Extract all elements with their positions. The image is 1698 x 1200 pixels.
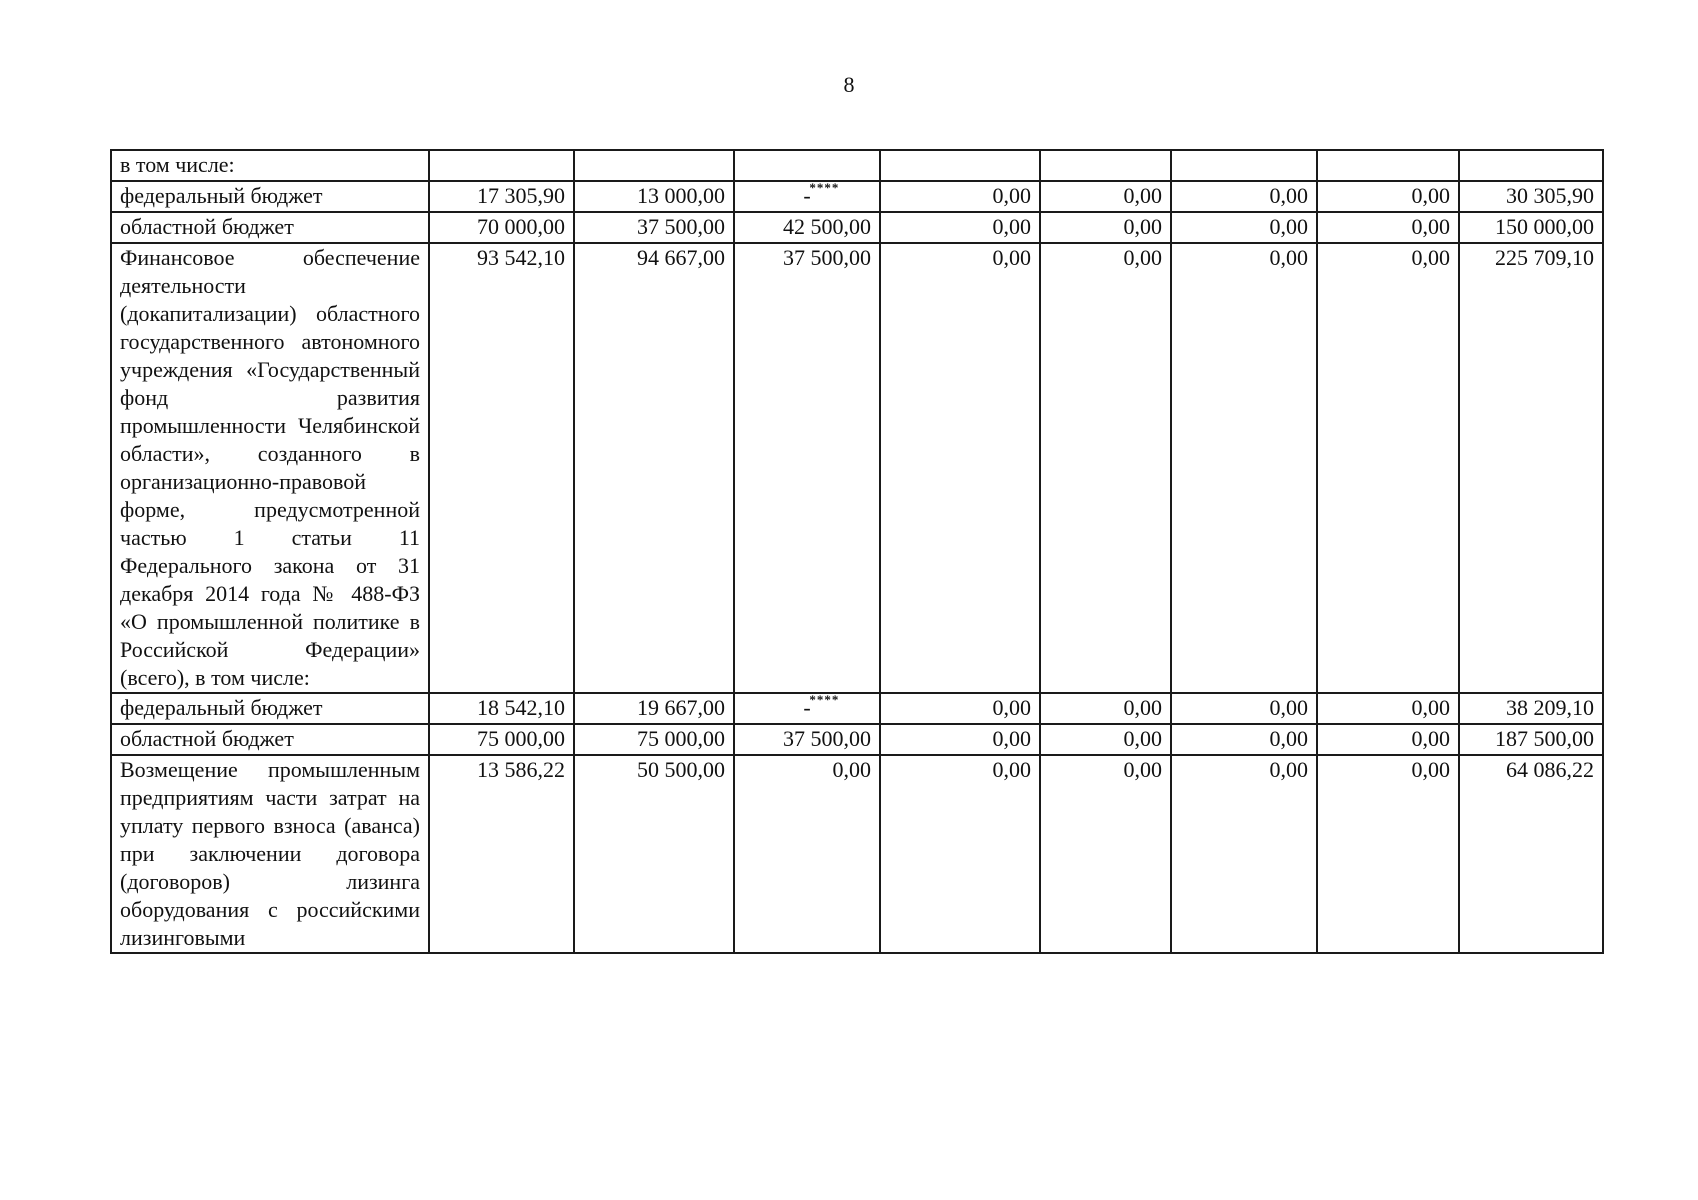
table-cell [734,181,880,212]
table-cell: 18 542,10 [429,693,574,724]
table-cell: 0,00 [880,693,1040,724]
table-cell: 75 000,00 [429,724,574,755]
table-cell: 150 000,00 [1459,212,1603,243]
table-cell: 37 500,00 [734,724,880,755]
row-label: областной бюджет [111,212,429,243]
footnote-mark: **** [809,180,840,195]
table-cell [1317,150,1459,181]
table-cell: 42 500,00 [734,212,880,243]
table-cell: 0,00 [1040,243,1171,693]
table-cell: 225 709,10 [1459,243,1603,693]
table-row [111,243,1603,693]
table-cell: 38 209,10 [1459,693,1603,724]
table-cell: 0,00 [1317,243,1459,693]
table-cell: 64 086,22 [1459,755,1603,953]
page-number: 8 [843,72,855,97]
table-cell: 0,00 [880,212,1040,243]
table-cell [1040,150,1171,181]
table-cell: 0,00 [1040,724,1171,755]
table-cell: 94 667,00 [574,243,734,693]
table-cell [429,150,574,181]
table-cell: 70 000,00 [429,212,574,243]
table-cell: 0,00 [1317,724,1459,755]
table-cell [1171,150,1317,181]
table-cell: 0,00 [1171,212,1317,243]
table-cell: 0,00 [1040,181,1171,212]
budget-table [110,149,1604,954]
dash-value: - [803,183,811,208]
table-cell: 50 500,00 [574,755,734,953]
table-cell: 30 305,90 [1459,181,1603,212]
table-cell [574,150,734,181]
table-cell: 0,00 [1317,755,1459,953]
table-cell: 17 305,90 [429,181,574,212]
row-label: федеральный бюджет [111,181,429,212]
table-cell: 0,00 [1171,693,1317,724]
row-label: в том числе: [111,150,429,181]
table-cell: 0,00 [1317,212,1459,243]
row-label: Возмещение промышленным предприятиям части затрат на уплату первого взноса (аванса) при заключении договора (договоров) лизинга оборудования с российскими лизинговыми [111,755,429,953]
dash-with-footnote-mark [803,692,840,722]
dash-value: - [803,695,811,720]
table-cell: 0,00 [880,755,1040,953]
table-cell: 93 542,10 [429,243,574,693]
table-cell: 0,00 [1171,243,1317,693]
footnote-mark: **** [809,692,840,707]
table-cell: 37 500,00 [574,212,734,243]
table-cell: 0,00 [880,181,1040,212]
table-cell: 0,00 [1040,693,1171,724]
table-cell: 37 500,00 [734,243,880,693]
table-cell: 0,00 [734,755,880,953]
table-cell: 0,00 [1171,755,1317,953]
row-label: федеральный бюджет [111,693,429,724]
table-cell: 13 000,00 [574,181,734,212]
row-label: Финансовое обеспечение деятельности (докапитализации) областного государственного автономного учреждения «Государственный фонд развития промышленности Челябинской области», созданного в организационно-правовой форме, предусмотренной частью 1 статьи 11 Федерального закона от 31 декабря 2014 года № 488-ФЗ «О промышленной политике в Российской Федерации» (всего), в том числе: [111,243,429,693]
table-cell [880,150,1040,181]
table-row [111,212,1603,243]
table-row [111,724,1603,755]
table-cell: 0,00 [880,724,1040,755]
table-cell: 0,00 [1317,181,1459,212]
table-body [111,150,1603,953]
table-cell: 19 667,00 [574,693,734,724]
table-cell: 0,00 [1040,755,1171,953]
table-cell: 0,00 [1040,212,1171,243]
table-cell: 0,00 [1171,724,1317,755]
table-cell: 0,00 [880,243,1040,693]
table-cell [734,150,880,181]
table-row [111,150,1603,181]
table-row [111,181,1603,212]
table-cell: 0,00 [1171,181,1317,212]
table-cell: 75 000,00 [574,724,734,755]
row-label: областной бюджет [111,724,429,755]
table-cell: 13 586,22 [429,755,574,953]
table-row [111,693,1603,724]
table-cell [734,693,880,724]
table-row [111,755,1603,953]
table-cell [1459,150,1603,181]
table-cell: 187 500,00 [1459,724,1603,755]
table-cell: 0,00 [1317,693,1459,724]
dash-with-footnote-mark [803,180,840,210]
